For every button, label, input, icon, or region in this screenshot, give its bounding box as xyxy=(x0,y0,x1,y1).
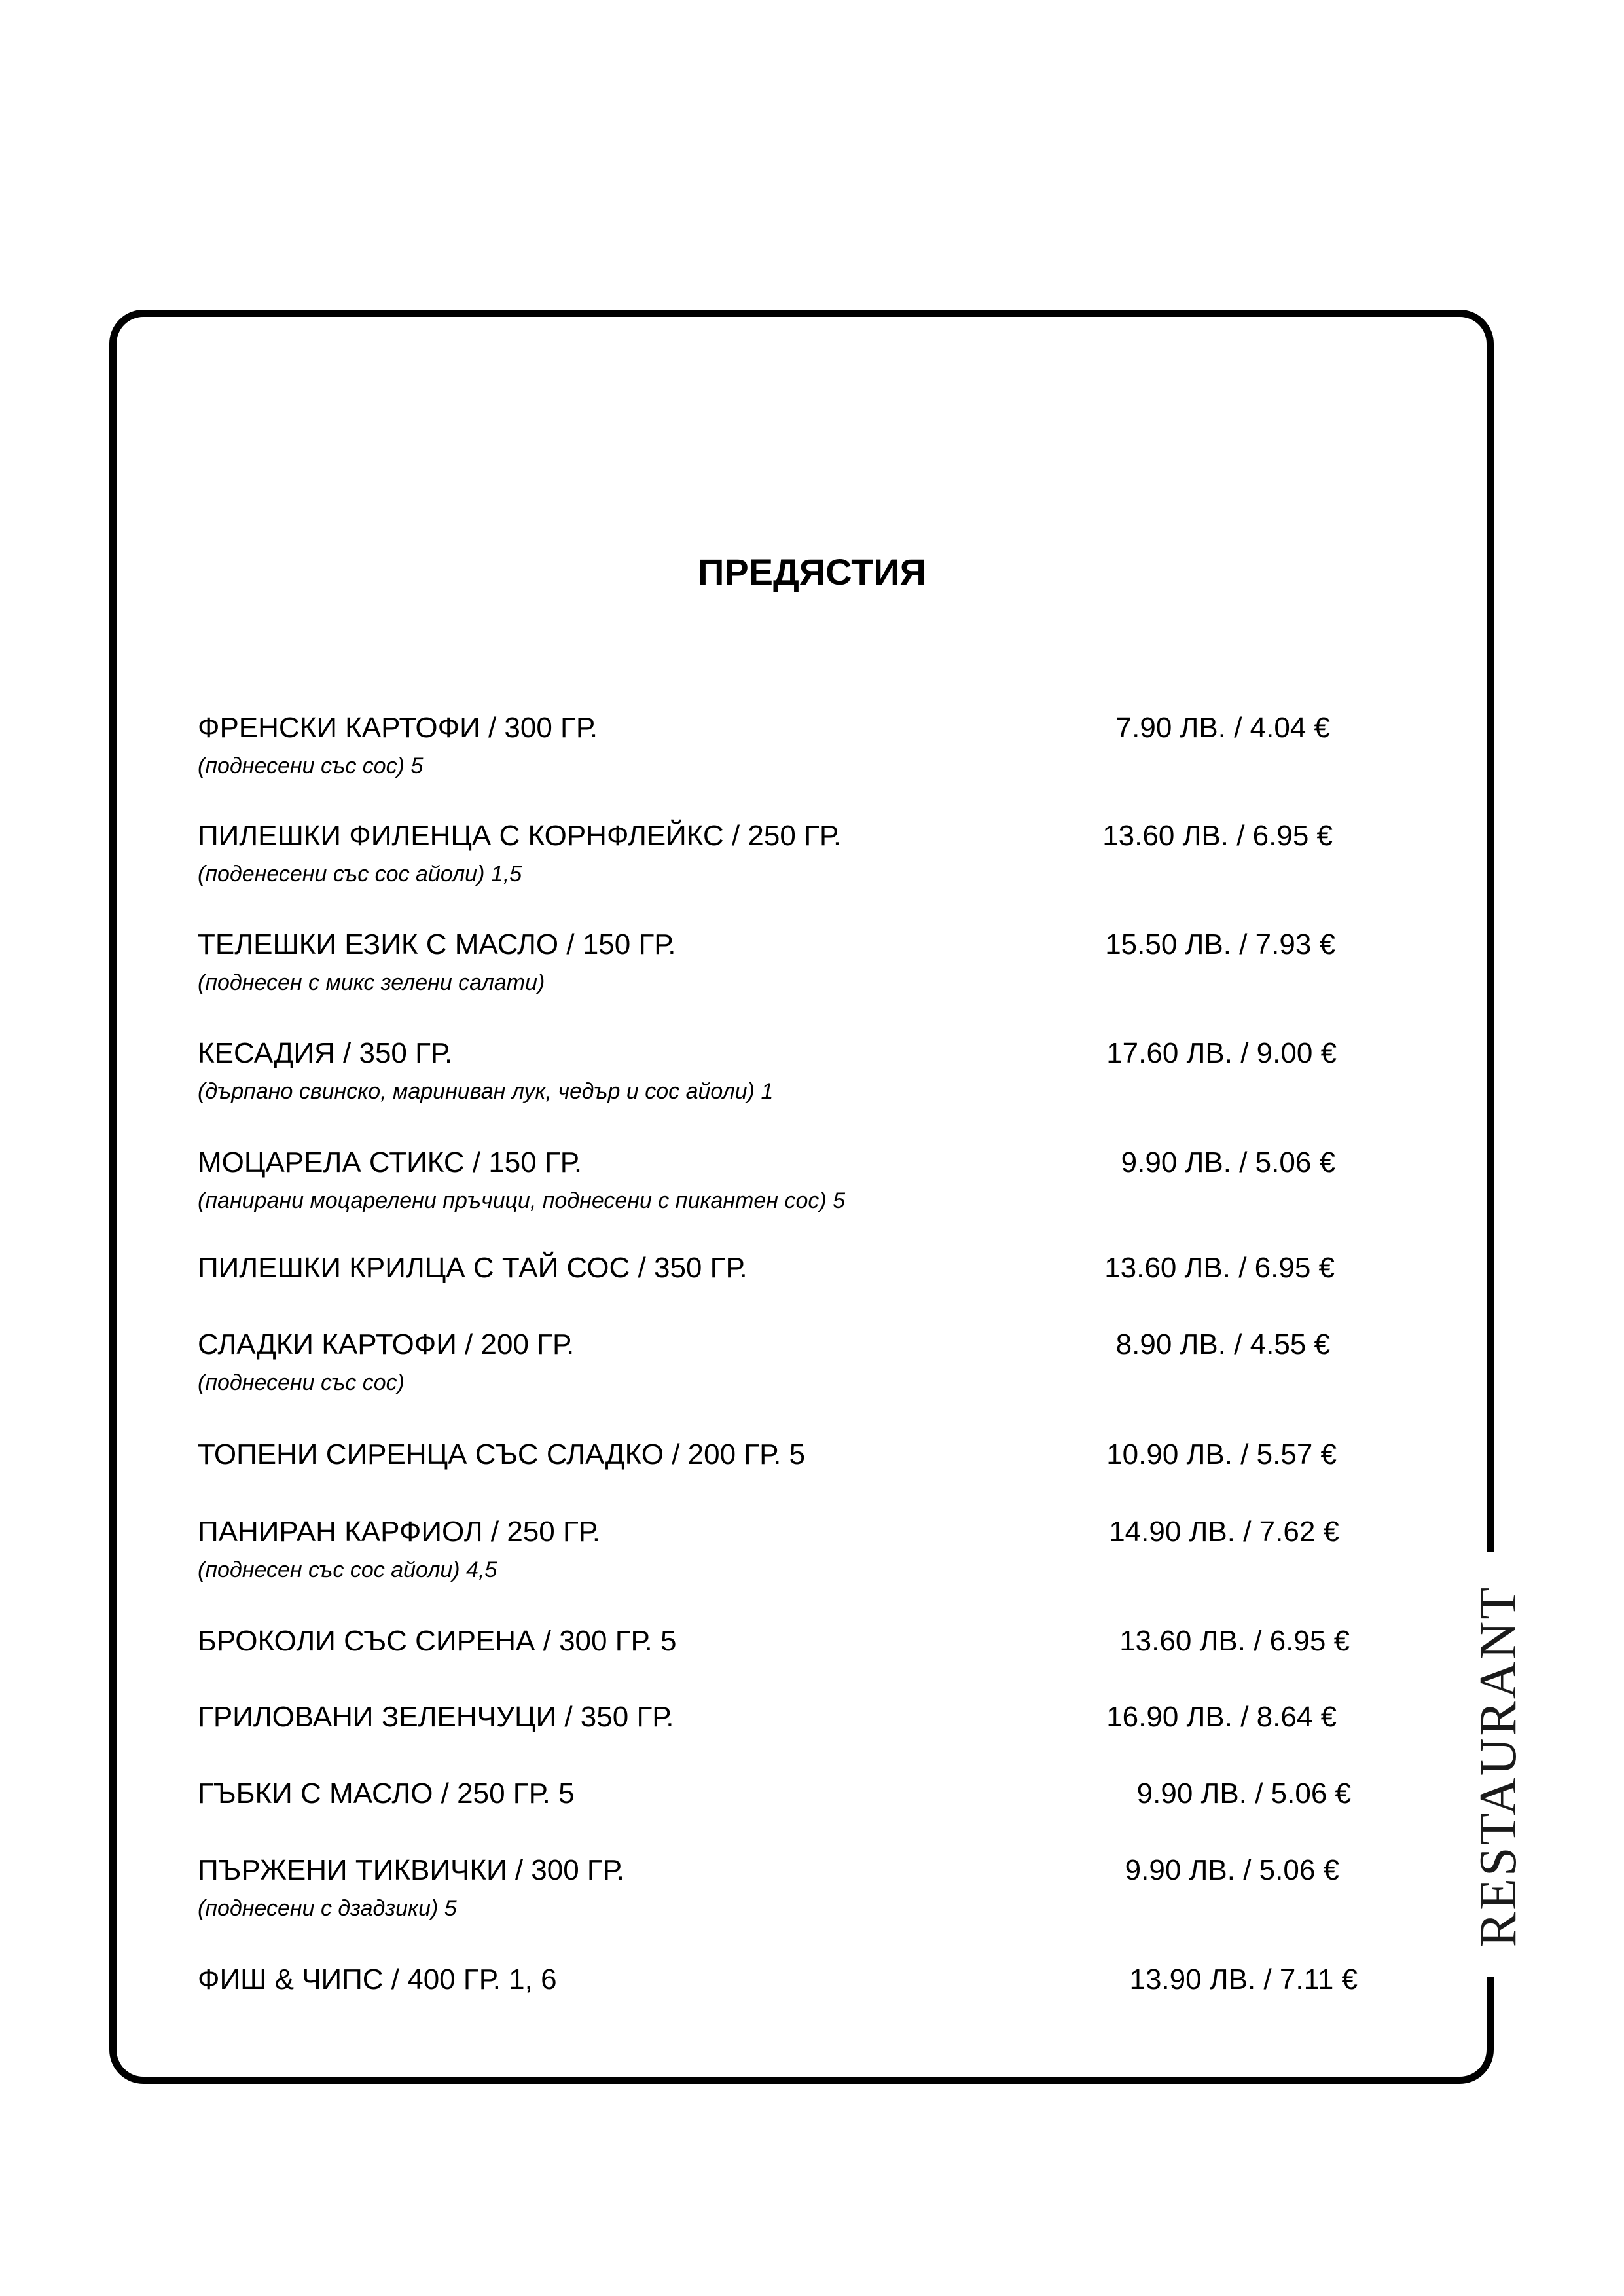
item-price: 13.60 ЛВ. / 6.95 € xyxy=(1119,1625,1350,1657)
item-name: ПЪРЖЕНИ ТИКВИЧКИ / 300 ГР. xyxy=(198,1854,624,1886)
item-price: 10.90 ЛВ. / 5.57 € xyxy=(1106,1438,1337,1470)
item-name: ГРИЛОВАНИ ЗЕЛЕНЧУЦИ / 350 ГР. xyxy=(198,1701,674,1733)
item-description: (поднесени със сос) 5 xyxy=(198,754,424,778)
item-name: ГЪБКИ С МАСЛО / 250 ГР. 5 xyxy=(198,1777,575,1810)
item-name: ФИШ & ЧИПС / 400 ГР. 1, 6 xyxy=(198,1963,557,1995)
item-name: КЕСАДИЯ / 350 ГР. xyxy=(198,1037,453,1069)
item-description: (поднесен с микс зелени салати) xyxy=(198,970,545,995)
item-description: (поденесени със сос айоли) 1,5 xyxy=(198,862,522,886)
item-price: 9.90 ЛВ. / 5.06 € xyxy=(1125,1854,1339,1886)
restaurant-side-label: RESTAURANT xyxy=(1470,1585,1527,1948)
section-title: ПРЕДЯСТИЯ xyxy=(698,551,926,592)
item-description: (дърпано свинско, мариниван лук, чедър и сос айоли) 1 xyxy=(198,1079,774,1104)
item-name: СЛАДКИ КАРТОФИ / 200 ГР. xyxy=(198,1328,575,1360)
item-price: 9.90 ЛВ. / 5.06 € xyxy=(1136,1777,1351,1810)
item-price: 16.90 ЛВ. / 8.64 € xyxy=(1106,1701,1337,1733)
item-price: 15.50 ЛВ. / 7.93 € xyxy=(1105,928,1335,960)
item-price: 13.60 ЛВ. / 6.95 € xyxy=(1104,1252,1335,1284)
item-description: (поднесени със сос) xyxy=(198,1370,405,1395)
item-price: 14.90 ЛВ. / 7.62 € xyxy=(1109,1516,1339,1548)
item-name: ТОПЕНИ СИРЕНЦА СЪС СЛАДКО / 200 ГР. 5 xyxy=(198,1438,806,1470)
item-name: МОЦАРЕЛА СТИКС / 150 ГР. xyxy=(198,1146,583,1178)
item-price: 9.90 ЛВ. / 5.06 € xyxy=(1121,1146,1335,1178)
item-price: 8.90 ЛВ. / 4.55 € xyxy=(1115,1328,1330,1360)
item-name: ПАНИРАН КАРФИОЛ / 250 ГР. xyxy=(198,1516,601,1548)
item-price: 7.90 ЛВ. / 4.04 € xyxy=(1115,712,1330,744)
item-description: (поднесен със сос айоли) 4,5 xyxy=(198,1558,497,1582)
item-name: БРОКОЛИ СЪС СИРЕНА / 300 ГР. 5 xyxy=(198,1625,677,1657)
item-description: (панирани моцарелени пръчици, поднесени с пикантен сос) 5 xyxy=(198,1188,846,1213)
item-name: ФРЕНСКИ КАРТОФИ / 300 ГР. xyxy=(198,712,598,744)
item-price: 13.60 ЛВ. / 6.95 € xyxy=(1102,820,1333,852)
item-price: 13.90 ЛВ. / 7.11 € xyxy=(1129,1963,1358,1995)
item-name: ПИЛЕШКИ ФИЛЕНЦА С КОРНФЛЕЙКС / 250 ГР. xyxy=(198,820,842,852)
item-name: ТЕЛЕШКИ ЕЗИК С МАСЛО / 150 ГР. xyxy=(198,928,676,960)
item-name: ПИЛЕШКИ КРИЛЦА С ТАЙ СОС / 350 ГР. xyxy=(198,1252,748,1284)
item-description: (поднесени с дзадзики) 5 xyxy=(198,1896,457,1921)
item-price: 17.60 ЛВ. / 9.00 € xyxy=(1106,1037,1337,1069)
